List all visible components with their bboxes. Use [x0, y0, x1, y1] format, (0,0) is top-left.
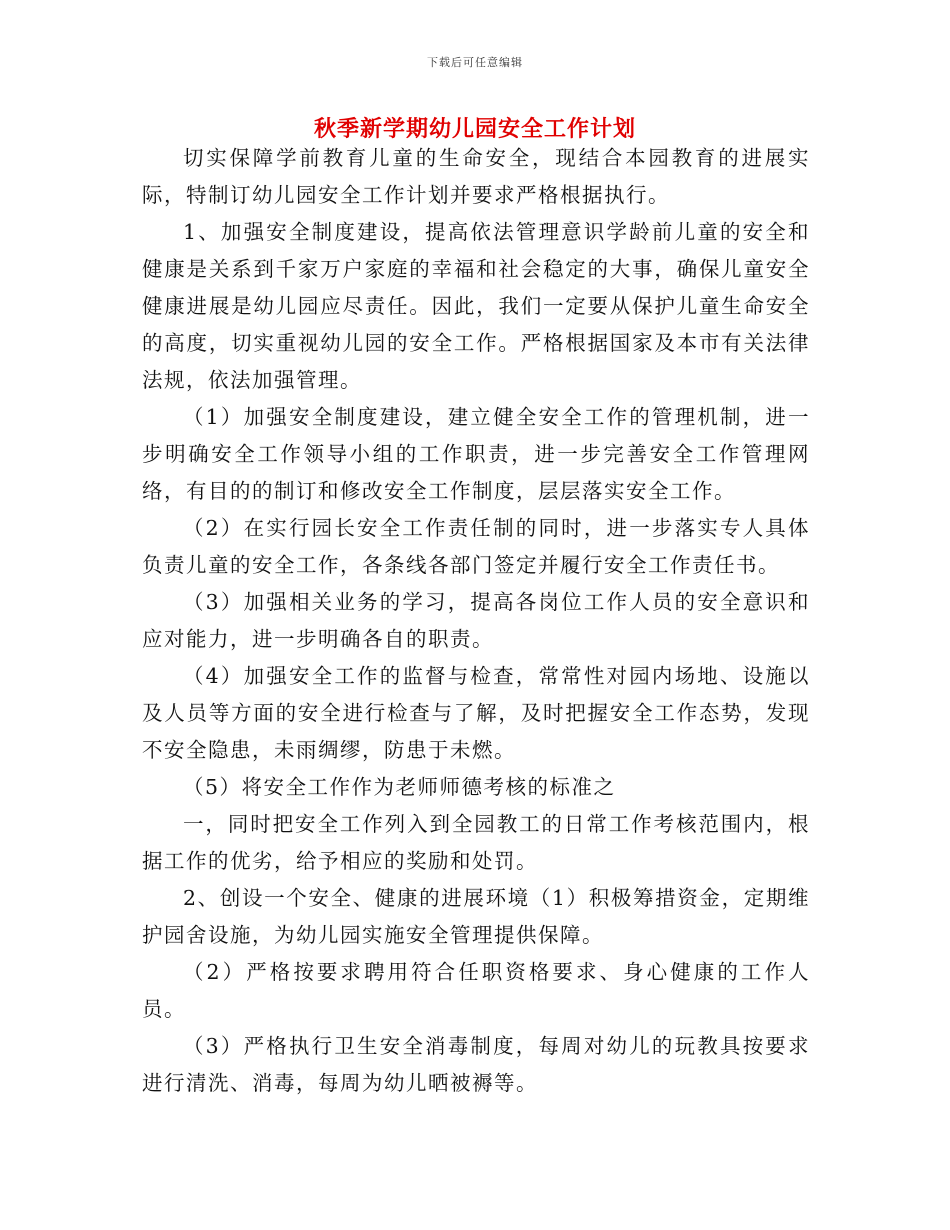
- paragraph-item-1: （1）加强安全制度建设，建立健全安全工作的管理机制，进一步明确安全工作领导小组的工作职责，进一步完善安全工作管理网络，有目的的制订和修改安全工作制度，层层落实安全工作。: [142, 405, 810, 503]
- header-note: 下载后可任意编辑: [427, 56, 523, 69]
- paragraph-item-2: （2）在实行园长安全工作责任制的同时，进一步落实专人具体负责儿童的安全工作，各条线各部门签定并履行安全工作责任书。: [142, 516, 810, 577]
- paragraph-item-2-3: （3）严格执行卫生安全消毒制度，每周对幼儿的玩教具按要求进行清洗、消毒，每周为幼儿晒被褥等。: [142, 1034, 810, 1095]
- paragraph-section-1: 1、加强安全制度建设，提高依法管理意识学龄前儿童的安全和健康是关系到千家万户家庭的幸福和社会稳定的大事，确保儿童安全健康进展是幼儿园应尽责任。因此，我们一定要从保护儿童生命安全的高度，切实重视幼儿园的安全工作。严格根据国家及本市有关法律法规，依法加强管理。: [142, 220, 810, 392]
- document-title: 秋季新学期幼儿园安全工作计划: [313, 116, 636, 142]
- paragraph-section-2: 2、创设一个安全、健康的进展环境（1）积极筹措资金，定期维护园舍设施，为幼儿园实施安全管理提供保障。: [142, 886, 810, 947]
- paragraph-item-4: （4）加强安全工作的监督与检查，常常性对园内场地、设施以及人员等方面的安全进行检查与了解，及时把握安全工作态势，发现不安全隐患，未雨绸缪，防患于未燃。: [142, 664, 810, 762]
- paragraph-item-2-2: （2）严格按要求聘用符合任职资格要求、身心健康的工作人员。: [142, 960, 810, 1021]
- document-body: [142, 140, 810, 1102]
- paragraph-item-5: （5）将安全工作作为老师师德考核的标准之: [183, 775, 616, 799]
- paragraph-item-5-continued: 一，同时把安全工作列入到全园教工的日常工作考核范围内，根据工作的优劣，给予相应的奖励和处罚。: [142, 812, 810, 873]
- paragraph-intro: 切实保障学前教育儿童的生命安全，现结合本园教育的进展实际，特制订幼儿园安全工作计划并要求严格根据执行。: [142, 146, 810, 207]
- paragraph-item-3: （3）加强相关业务的学习，提高各岗位工作人员的安全意识和应对能力，进一步明确各自的职责。: [142, 590, 810, 651]
